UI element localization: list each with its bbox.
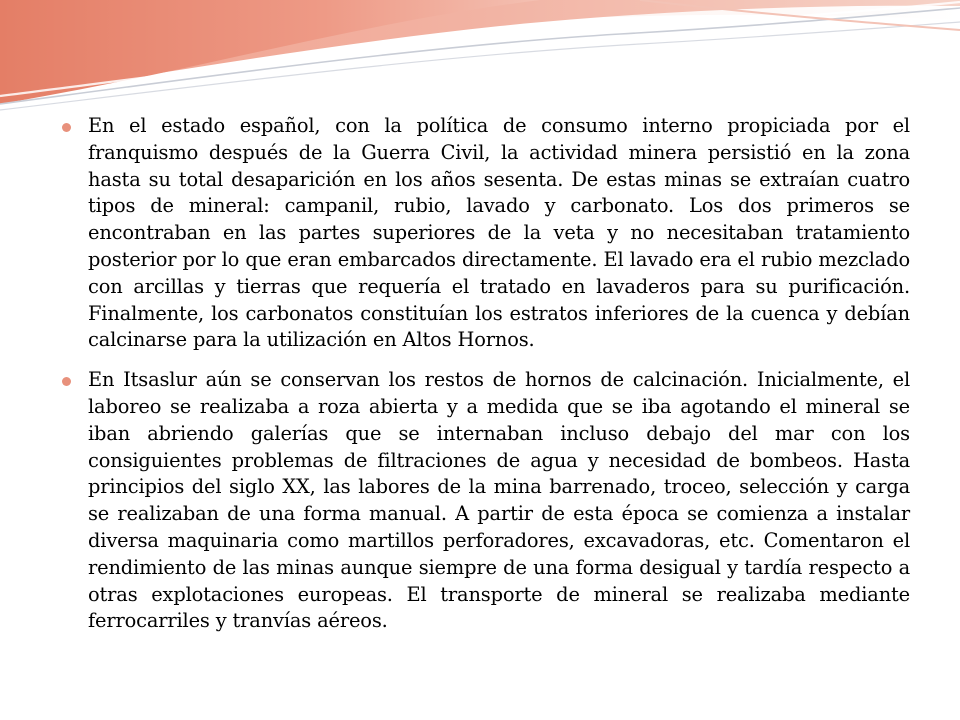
bullet-text-1: En el estado español, con la política de consumo interno propiciada por el franquismo después de la Guerra Civil, la actividad minera persistió en la zona hasta su total desaparición en los años sesenta. De estas minas se extraían cuatro tipos de mineral: campanil, rubio, lavado y carbonato. Los dos primeros se encontraban en las partes superiores de la veta y no necesitaban tratamiento posterior por lo que eran embarcados directamente. El lavado era el rubio mezclado con arcillas y tierras que requería el tratado en lavaderos para su purificación. Finalmente, los carbonatos constituían los estratos inferiores de la cuenca y debían calcinarse para la utilización en Altos Hornos. <box>88 114 910 352</box>
bullet-text-2: En Itsaslur aún se conservan los restos de hornos de calcinación. Inicialmente, el laboreo se realizaba a roza abierta y a medida que se iba agotando el mineral se iban abriendo galerías que se internaban incluso debajo del mar con los consiguientes problemas de filtraciones de agua y necesidad de bombeos. Hasta principios del siglo XX, las labores de la mina barrenado, troceo, selección y carga se realizaban de una forma manual. A partir de esta época se comienza a instalar diversa maquinaria como martillos perforadores, excavadoras, etc. Comentaron el rendimiento de las minas aunque siempre de una forma desigual y tardía respecto a otras explotaciones europeas. El transporte de mineral se realizaba mediante ferrocarriles y tranvías aéreos. <box>88 368 910 633</box>
bullet-item-2 <box>62 367 910 635</box>
header-wave-decoration <box>0 0 960 130</box>
bullet-dot-icon <box>62 377 71 386</box>
slide-body <box>62 113 910 648</box>
bullet-dot-icon <box>62 123 71 132</box>
bullet-item-1 <box>62 113 910 354</box>
